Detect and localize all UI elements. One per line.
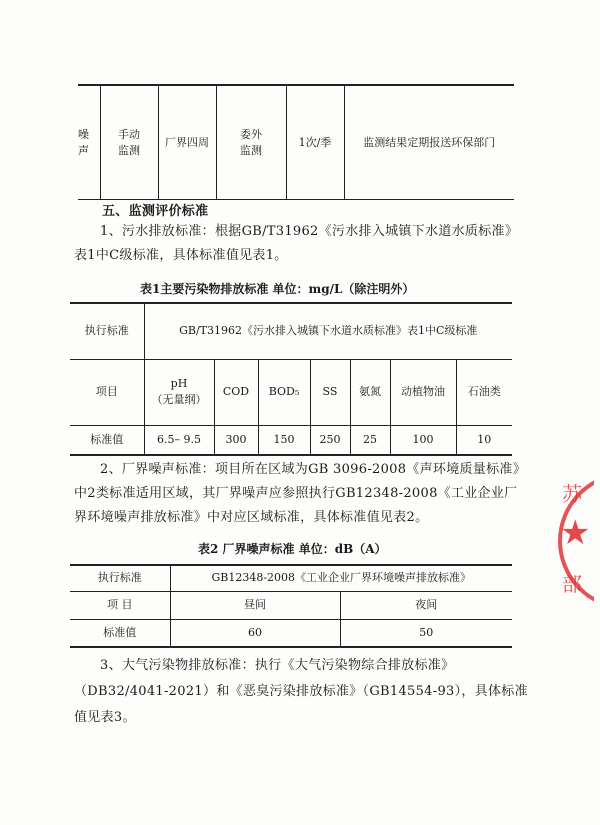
ph-name: pH <box>170 377 188 390</box>
table-1-caption: 表1主要污染物排放标准 单位：mg/L（除注明外） <box>140 282 415 296</box>
table-row <box>70 359 512 425</box>
pollutant-standards-table <box>70 302 512 456</box>
paragraph-1-line-1: 1、污水排放标准：根据GB/T31962《污水排入城镇下水道水质标准》 <box>100 224 519 239</box>
noise-standards-table <box>70 564 512 648</box>
paragraph-3-line-2: （DB32/4041-2021）和《恶臭污染排放标准》（GB14554-93），具体标准 <box>74 684 528 699</box>
table-row <box>78 85 514 200</box>
oil-cell: 动植物油 <box>390 359 456 425</box>
day-value: 60 <box>170 619 340 647</box>
bod-value: 150 <box>258 425 310 455</box>
star-icon: ★ <box>560 513 591 553</box>
ph-value: 6.5– 9.5 <box>144 425 214 455</box>
exec-value-cell: GB/T31962《污水排入城镇下水道水质标准》表1中C级标准 <box>144 303 512 359</box>
item-label-cell: 项目 <box>70 359 144 425</box>
frequency-cell: 1次/季 <box>286 85 344 200</box>
ph-unit: （无量纲） <box>151 393 207 406</box>
table-row <box>70 425 512 455</box>
ss-value: 250 <box>310 425 350 455</box>
location-cell: 厂界四周 <box>158 85 216 200</box>
table-row <box>70 591 512 619</box>
monitoring-plan-table <box>78 84 514 200</box>
night-value: 50 <box>340 619 512 647</box>
ss-cell: SS <box>310 359 350 425</box>
paragraph-2-line-2: 中2类标准适用区域，其厂界噪声应参照执行GB12348-2008《工业企业厂 <box>74 486 518 501</box>
item-label-cell: 项 目 <box>70 591 170 619</box>
ph-cell <box>144 359 214 425</box>
cod-cell: COD <box>214 359 258 425</box>
table-row <box>70 619 512 647</box>
bod-cell: BOD₅ <box>258 359 310 425</box>
ammonia-cell: 氨氮 <box>350 359 390 425</box>
value-label-cell: 标准值 <box>70 425 144 455</box>
petroleum-cell: 石油类 <box>456 359 512 425</box>
paragraph-1-line-2: 表1中C级标准，具体标准值见表1。 <box>74 248 288 263</box>
oil-value: 100 <box>390 425 456 455</box>
ammonia-value: 25 <box>350 425 390 455</box>
red-seal <box>558 472 594 602</box>
section-heading: 五、监测评价标准 <box>102 204 209 219</box>
paragraph-3-line-3: 值见表3。 <box>74 710 136 725</box>
day-header: 昼间 <box>170 591 340 619</box>
petroleum-value: 10 <box>456 425 512 455</box>
method-cell: 手动 监测 <box>100 85 158 200</box>
exec-label-cell: 执行标准 <box>70 565 170 591</box>
paragraph-2-line-1: 2、厂界噪声标准：项目所在区域为GB 3096-2008《声环境质量标准》 <box>100 462 527 477</box>
item-cell: 噪声 <box>78 85 100 200</box>
seal-char-1: 苏 <box>562 482 582 506</box>
paragraph-2-line-3: 界环境噪声排放标准》中对应区域标准，具体标准值见表2。 <box>74 510 429 525</box>
value-label-cell: 标准值 <box>70 619 170 647</box>
seal-char-2: 部 <box>562 572 582 596</box>
note-cell: 监测结果定期报送环保部门 <box>344 85 514 200</box>
mode-cell: 委外 监测 <box>216 85 286 200</box>
table-2-caption: 表2 厂界噪声标准 单位：dB（A） <box>198 542 387 556</box>
night-header: 夜间 <box>340 591 512 619</box>
exec-label-cell: 执行标准 <box>70 303 144 359</box>
cod-value: 300 <box>214 425 258 455</box>
paragraph-3-line-1: 3、大气污染物排放标准：执行《大气污染物综合排放标准》 <box>100 658 455 673</box>
table-row <box>70 303 512 359</box>
table-row <box>70 565 512 591</box>
exec-value-cell: GB12348-2008《工业企业厂界环境噪声排放标准》 <box>170 565 512 591</box>
